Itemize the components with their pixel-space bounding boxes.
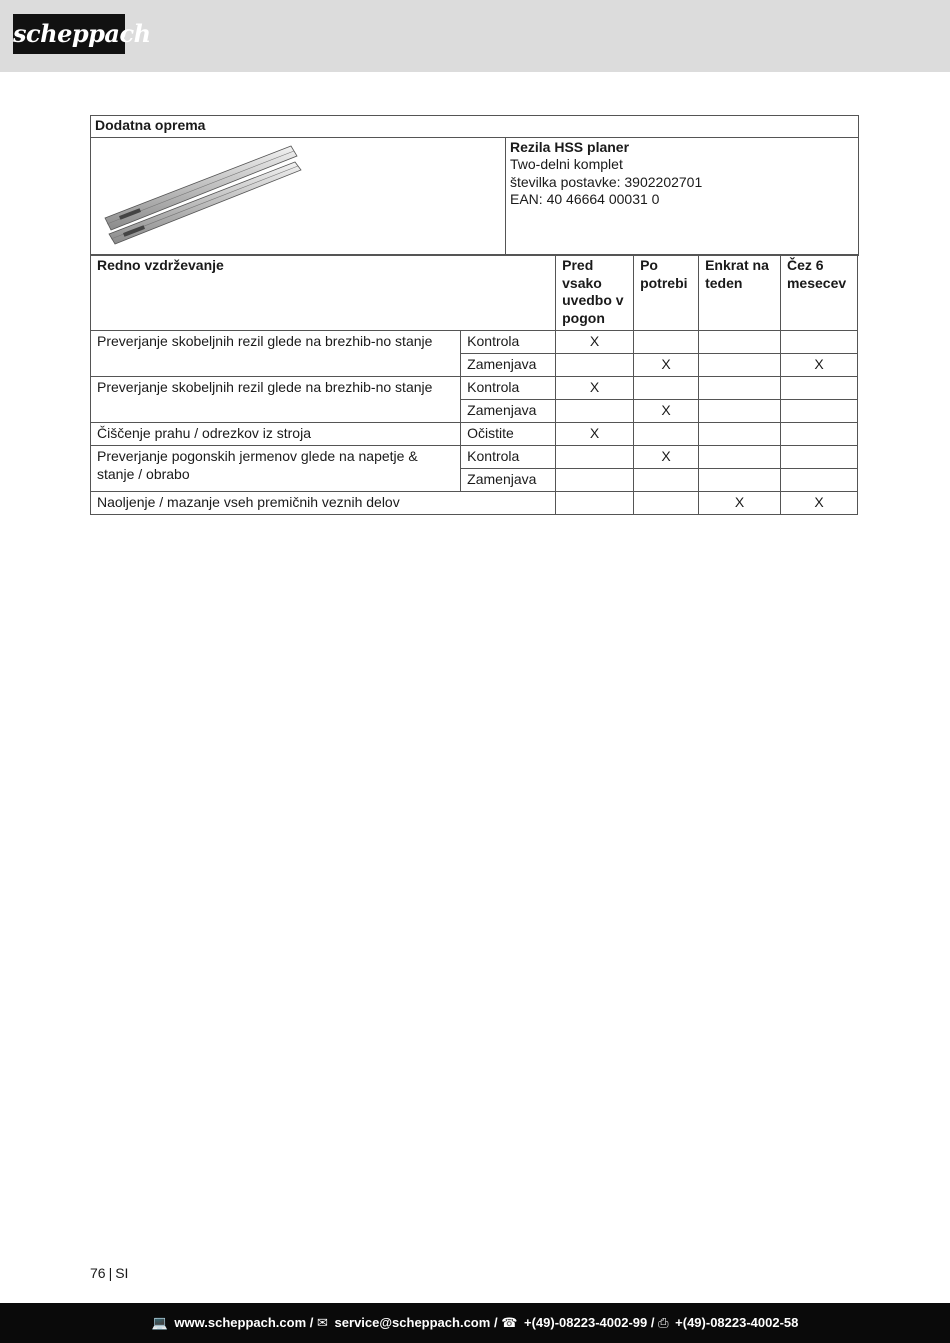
- col-before-each-use: Pred vsako uvedbo v pogon: [556, 255, 634, 331]
- mark-cell: X: [556, 377, 634, 400]
- table-row: [91, 492, 858, 515]
- mark-cell: [556, 492, 634, 515]
- action-cell: Kontrola: [461, 331, 556, 354]
- action-cell: Očistite: [461, 423, 556, 446]
- footer-fax: +(49)-08223-4002-58: [675, 1315, 799, 1330]
- mark-cell: [634, 423, 699, 446]
- mark-cell: [634, 469, 699, 492]
- accessory-title: Rezila HSS planer: [510, 138, 630, 155]
- table-row: [91, 377, 858, 400]
- mark-cell: [780, 423, 857, 446]
- footer-separator: /: [493, 1315, 498, 1330]
- mark-cell: [780, 469, 857, 492]
- task-cell: Preverjanje pogonskih jermenov glede na napetje & stanje / obrabo: [91, 446, 461, 492]
- col-six-months: Čez 6 mesecev: [780, 255, 857, 331]
- accessory-ean: EAN: 40 46664 00031 0: [510, 191, 660, 207]
- mark-cell: [556, 354, 634, 377]
- planer-blades-image: [91, 137, 506, 256]
- table-row: [91, 446, 858, 469]
- header-band: [0, 0, 950, 72]
- mark-cell: X: [634, 354, 699, 377]
- page-number: [90, 1265, 128, 1281]
- mark-cell: [699, 331, 781, 354]
- action-cell: Kontrola: [461, 446, 556, 469]
- action-cell: Zamenjava: [461, 469, 556, 492]
- table-row: [91, 423, 858, 446]
- mark-cell: [699, 354, 781, 377]
- mark-cell: [556, 446, 634, 469]
- mark-cell: [634, 377, 699, 400]
- mark-cell: [699, 446, 781, 469]
- action-cell: Zamenjava: [461, 400, 556, 423]
- mark-cell: [556, 400, 634, 423]
- footer-contact-bar: [0, 1303, 950, 1343]
- mark-cell: [780, 377, 857, 400]
- col-as-needed: Po potrebi: [634, 255, 699, 331]
- accessories-header: Dodatna oprema: [91, 116, 859, 138]
- mail-icon: ✉: [317, 1315, 328, 1330]
- planer-blades-icon: [91, 138, 505, 251]
- page-language: SI: [115, 1265, 129, 1281]
- footer-separator: /: [650, 1315, 655, 1330]
- mark-cell: [780, 331, 857, 354]
- col-weekly: Enkrat na teden: [699, 255, 781, 331]
- maintenance-header: Redno vzdrževanje: [91, 255, 556, 331]
- mark-cell: X: [634, 446, 699, 469]
- action-cell: Zamenjava: [461, 354, 556, 377]
- table-row: [91, 331, 858, 354]
- accessories-table: [90, 115, 859, 256]
- mark-cell: [780, 446, 857, 469]
- accessory-info: [506, 137, 859, 256]
- mark-cell: [556, 469, 634, 492]
- mark-cell: X: [634, 400, 699, 423]
- mark-cell: [780, 400, 857, 423]
- mark-cell: X: [780, 492, 857, 515]
- mark-cell: [699, 423, 781, 446]
- mark-cell: [699, 377, 781, 400]
- mark-cell: X: [780, 354, 857, 377]
- page-separator: |: [108, 1265, 113, 1281]
- mark-cell: [699, 469, 781, 492]
- maintenance-table: [90, 254, 858, 515]
- mark-cell: X: [556, 331, 634, 354]
- task-cell: Preverjanje skobeljnih rezil glede na brezhib-no stanje: [91, 331, 461, 377]
- mark-cell: X: [556, 423, 634, 446]
- mark-cell: [699, 400, 781, 423]
- task-cell: Naoljenje / mazanje vseh premičnih veznih delov: [91, 492, 556, 515]
- scheppach-logo[interactable]: scheppach: [13, 14, 125, 54]
- laptop-icon: 💻: [151, 1315, 168, 1330]
- action-cell: Kontrola: [461, 377, 556, 400]
- task-cell: Čiščenje prahu / odrezkov iz stroja: [91, 423, 461, 446]
- fax-icon: ⎙: [658, 1315, 669, 1330]
- footer-phone[interactable]: +(49)-08223-4002-99: [524, 1315, 648, 1330]
- footer-website-link[interactable]: www.scheppach.com: [174, 1315, 307, 1330]
- page-number-value: 76: [90, 1265, 106, 1281]
- footer-email-link[interactable]: service@scheppach.com: [334, 1315, 491, 1330]
- phone-icon: ☎: [501, 1315, 518, 1330]
- accessory-set: Two-delni komplet: [510, 156, 623, 172]
- mark-cell: [634, 331, 699, 354]
- task-cell: Preverjanje skobeljnih rezil glede na brezhib-no stanje: [91, 377, 461, 423]
- footer-separator: /: [309, 1315, 314, 1330]
- accessory-item-number: številka postavke: 3902202701: [510, 173, 703, 190]
- mark-cell: X: [699, 492, 781, 515]
- mark-cell: [634, 492, 699, 515]
